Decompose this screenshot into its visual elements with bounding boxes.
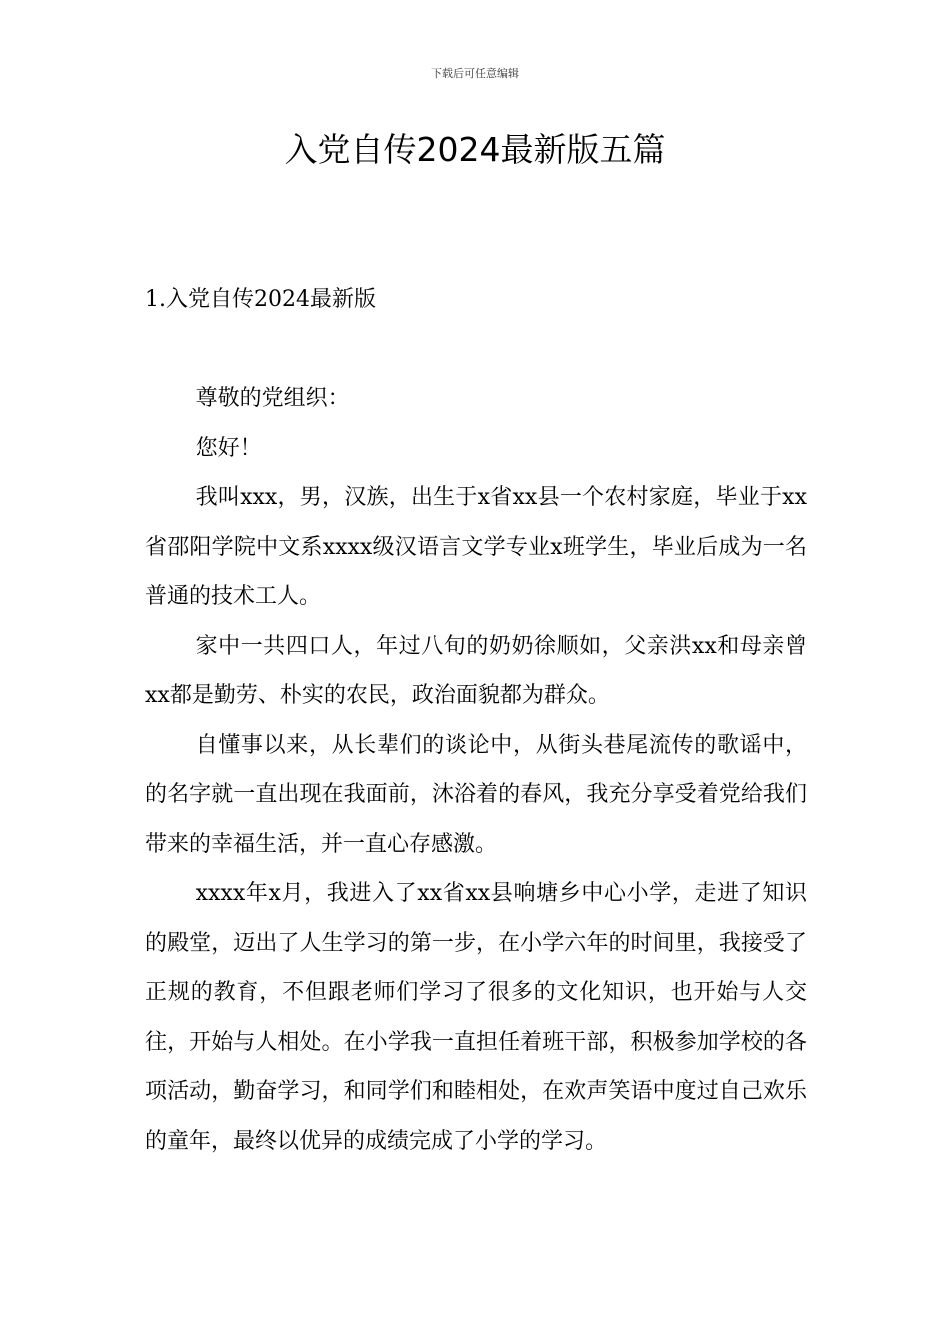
paragraph-3: 自懂事以来，从长辈们的谈论中，从街头巷尾流传的歌谣中，的名字就一直出现在我面前，沐浴着的春风，我充分享受着党给我们带来的幸福生活，并一直心存感激。: [145, 732, 807, 857]
paragraph-2: 家中一共四口人，年过八旬的奶奶徐顺如，父亲洪xx和母亲曾xx都是勤劳、朴实的农民，政治面貌都为群众。: [145, 633, 807, 708]
greeting: 您好！: [195, 435, 262, 461]
paragraph-4: xxxx年x月，我进入了xx省xx县响塘乡中心小学，走进了知识的殿堂，迈出了人生学习的第一步，在小学六年的时间里，我接受了正规的教育，不但跟老师们学习了很多的文化知识，也开始与人交往，开始与人相处。在小学我一直担任着班干部，积极参加学校的各项活动，勤奋学习，和同学们和睦相处，在欢声笑语中度过自己欢乐的童年，最终以优异的成绩完成了小学的学习。: [145, 881, 807, 1154]
paragraph-1: 我叫xxx，男，汉族，出生于x省xx县一个农村家庭，毕业于xx省邵阳学院中文系xxxx级汉语言文学专业x班学生，毕业后成为一名普通的技术工人。: [145, 485, 807, 609]
document-title: 入党自传2024最新版五篇: [284, 130, 666, 169]
section-heading: 1.入党自传2024最新版: [145, 287, 376, 312]
header-note: 下载后可任意编辑: [431, 67, 519, 80]
document-body: [145, 374, 807, 1166]
salutation: 尊敬的党组织：: [195, 386, 350, 411]
